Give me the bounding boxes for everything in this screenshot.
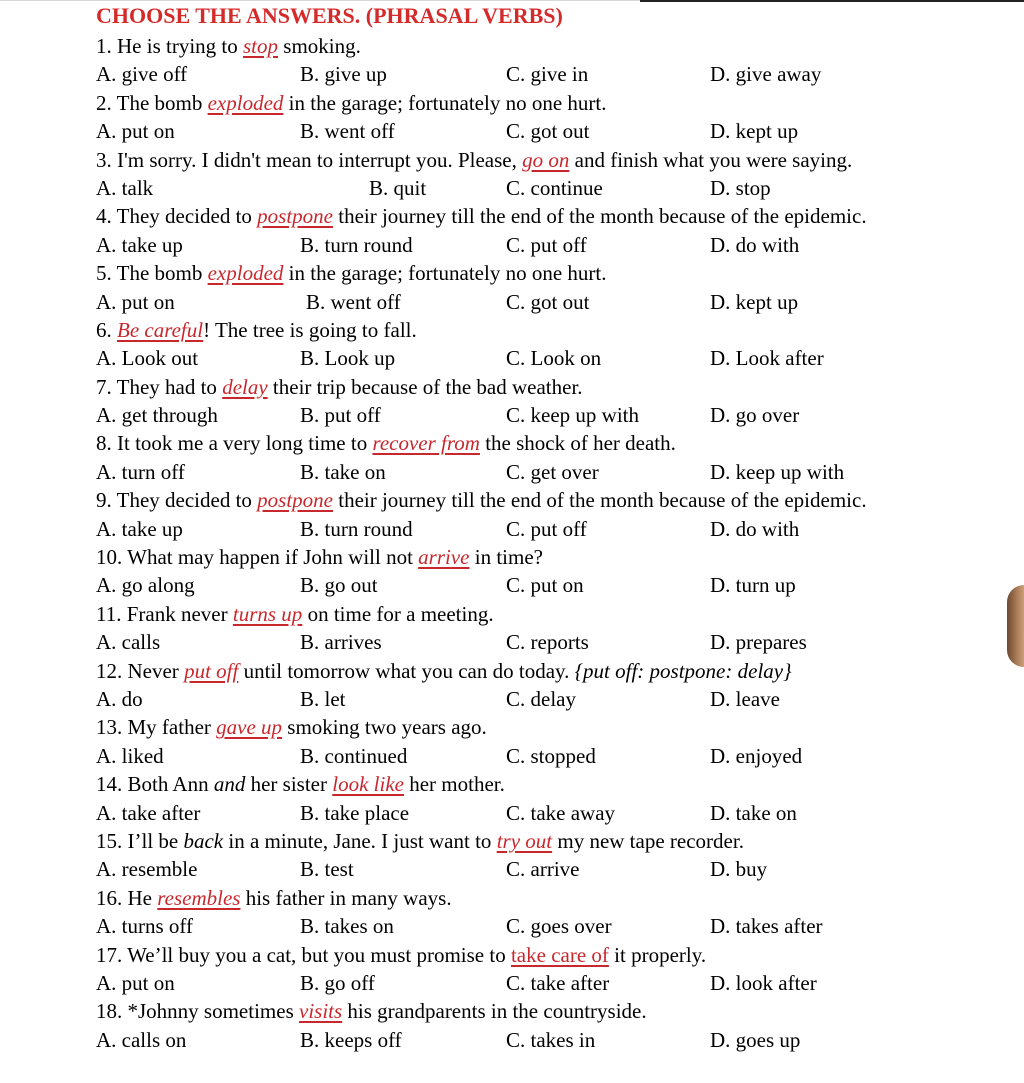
question-2 xyxy=(96,89,1016,117)
option-b: B. turn round xyxy=(300,516,413,541)
option-c: C. put off xyxy=(506,516,587,541)
options-row xyxy=(96,401,1016,429)
question-10 xyxy=(96,543,1016,571)
question-text: and finish what you were saying. xyxy=(569,147,853,172)
question-7 xyxy=(96,373,1016,401)
question-1 xyxy=(96,32,1016,60)
option-b: B. keeps off xyxy=(300,1027,402,1052)
option-a: A. calls on xyxy=(96,1027,187,1052)
question-14 xyxy=(96,770,1016,798)
option-a: A. resemble xyxy=(96,857,198,882)
question-text: I'm sorry. I didn't mean to interrupt you. Please, xyxy=(117,147,523,172)
question-number: 15. xyxy=(96,828,123,853)
underlined-keyword: try out xyxy=(496,828,553,853)
option-b: B. continued xyxy=(300,743,408,768)
option-a: A. take up xyxy=(96,232,183,257)
option-b: B. go out xyxy=(300,573,378,598)
question-list xyxy=(96,32,1016,1054)
question-number: 10. xyxy=(96,545,123,570)
page-title: CHOOSE THE ANSWERS. (PHRASAL VERBS) xyxy=(96,3,563,28)
underlined-keyword: exploded xyxy=(207,261,284,286)
option-c: C. continue xyxy=(506,175,603,200)
question-text: They decided to xyxy=(116,204,258,229)
option-d: D. takes after xyxy=(710,914,823,939)
options-row xyxy=(96,742,1016,770)
option-c: C. got out xyxy=(506,289,590,314)
question-text: They decided to xyxy=(116,488,258,513)
question-8 xyxy=(96,429,1016,457)
question-5 xyxy=(96,259,1016,287)
underlined-keyword: look like xyxy=(332,772,404,797)
italic-text: and xyxy=(213,772,246,797)
question-18 xyxy=(96,997,1016,1025)
option-a: A. calls xyxy=(96,630,161,655)
question-17 xyxy=(96,941,1016,969)
italic-text: {put off: postpone: delay} xyxy=(574,658,792,683)
question-text: her mother. xyxy=(403,772,505,797)
question-number: 14. xyxy=(96,772,123,797)
option-b: B. went off xyxy=(306,289,401,314)
option-a: A. put on xyxy=(96,119,175,144)
option-c: C. take after xyxy=(506,970,610,995)
cropped-photo-edge xyxy=(1007,585,1024,667)
option-c: C. give in xyxy=(506,62,589,87)
question-number: 11. xyxy=(96,601,122,626)
option-d: D. enjoyed xyxy=(710,743,803,768)
question-number: 18. xyxy=(96,999,123,1024)
question-text: in the garage; fortunately no one hurt. xyxy=(283,90,607,115)
option-d: D. do with xyxy=(710,232,800,257)
options-row xyxy=(96,60,1016,88)
question-text: his grandparents in the countryside. xyxy=(342,999,647,1024)
underlined-keyword: postpone xyxy=(257,204,333,229)
question-text: it properly. xyxy=(608,942,707,967)
underlined-keyword: put off xyxy=(184,658,239,683)
option-d: D. turn up xyxy=(710,573,796,598)
question-text: their trip because of the bad weather. xyxy=(267,374,583,399)
question-number: 7. xyxy=(96,374,112,399)
option-d: D. kept up xyxy=(710,289,799,314)
option-b: B. take place xyxy=(300,800,410,825)
question-number: 16. xyxy=(96,885,123,910)
question-4 xyxy=(96,202,1016,230)
question-16 xyxy=(96,884,1016,912)
underlined-keyword: Be careful xyxy=(117,317,204,342)
underlined-keyword: visits xyxy=(299,999,343,1024)
options-row xyxy=(96,458,1016,486)
question-text: on time for a meeting. xyxy=(302,601,494,626)
options-row xyxy=(96,515,1016,543)
option-d: D. look after xyxy=(710,970,817,995)
option-c: C. goes over xyxy=(506,914,612,939)
question-text: smoking two years ago. xyxy=(282,715,487,740)
option-b: B. let xyxy=(300,686,346,711)
question-text: Never xyxy=(127,658,185,683)
question-text: my new tape recorder. xyxy=(552,828,744,853)
option-c: C. takes in xyxy=(506,1027,596,1052)
underlined-keyword: turns up xyxy=(232,601,303,626)
underlined-keyword: postpone xyxy=(257,488,333,513)
underlined-keyword: resembles xyxy=(157,885,241,910)
option-c: C. put off xyxy=(506,232,587,257)
option-b: B. went off xyxy=(300,119,395,144)
question-text: He xyxy=(127,885,158,910)
option-c: C. take away xyxy=(506,800,616,825)
options-row xyxy=(96,912,1016,940)
underlined-keyword: stop xyxy=(243,34,279,58)
options-row xyxy=(96,1026,1016,1054)
question-number: 3. xyxy=(96,147,112,172)
option-c: C. put on xyxy=(506,573,584,598)
question-9 xyxy=(96,486,1016,514)
question-text: in a minute, Jane. I just want to xyxy=(223,828,497,853)
option-a: A. take after xyxy=(96,800,201,825)
options-row xyxy=(96,969,1016,997)
underlined-keyword: go on xyxy=(522,147,570,172)
option-b: B. arrives xyxy=(300,630,382,655)
question-12 xyxy=(96,657,1016,685)
option-d: D. buy xyxy=(710,857,768,882)
option-c: C. stopped xyxy=(506,743,596,768)
question-text: They had to xyxy=(116,374,223,399)
question-text: her sister xyxy=(245,772,333,797)
option-a: A. give off xyxy=(96,62,188,87)
question-3 xyxy=(96,146,1016,174)
question-text: until tomorrow what you can do today. xyxy=(238,658,575,683)
option-d: D. give away xyxy=(710,62,822,87)
options-row xyxy=(96,571,1016,599)
option-c: C. get over xyxy=(506,459,599,484)
question-number: 12. xyxy=(96,658,123,683)
options-row xyxy=(96,231,1016,259)
option-d: D. do with xyxy=(710,516,800,541)
italic-text: back xyxy=(183,828,224,853)
option-a: A. get through xyxy=(96,403,218,428)
question-text: Frank never xyxy=(126,601,233,626)
option-b: B. take on xyxy=(300,459,386,484)
option-c: C. got out xyxy=(506,119,590,144)
options-row xyxy=(96,628,1016,656)
question-13 xyxy=(96,713,1016,741)
options-row xyxy=(96,288,1016,316)
question-text: their journey till the end of the month because of the epidemic. xyxy=(332,204,867,229)
question-text: Both Ann xyxy=(127,772,214,797)
question-number: 13. xyxy=(96,715,123,740)
question-number: 17. xyxy=(96,942,123,967)
options-row xyxy=(96,799,1016,827)
option-d: D. take on xyxy=(710,800,797,825)
question-text: My father xyxy=(127,715,217,740)
question-15 xyxy=(96,827,1016,855)
option-d: D. keep up with xyxy=(710,459,845,484)
option-b: B. put off xyxy=(300,403,381,428)
option-c: C. keep up with xyxy=(506,403,639,428)
underlined-keyword: take care of xyxy=(510,942,609,967)
question-6 xyxy=(96,316,1016,344)
option-a: A. talk xyxy=(96,175,154,200)
options-row xyxy=(96,685,1016,713)
question-number: 2. xyxy=(96,90,112,115)
question-text: ! The tree is going to fall. xyxy=(203,317,417,342)
question-text: the shock of her death. xyxy=(479,431,676,456)
option-d: D. prepares xyxy=(710,630,807,655)
option-a: A. put on xyxy=(96,970,175,995)
option-b: B. quit xyxy=(369,175,427,200)
option-d: D. go over xyxy=(710,403,800,428)
option-a: A. turns off xyxy=(96,914,194,939)
question-number: 8. xyxy=(96,431,112,456)
question-11 xyxy=(96,600,1016,628)
option-b: B. give up xyxy=(300,62,387,87)
option-a: A. turn off xyxy=(96,459,185,484)
question-text: in time? xyxy=(469,545,543,570)
question-text: He is trying to xyxy=(117,34,243,58)
question-text: The bomb xyxy=(116,90,208,115)
option-b: B. test xyxy=(300,857,354,882)
option-d: D. goes up xyxy=(710,1027,801,1052)
option-d: D. Look after xyxy=(710,346,824,371)
question-text: smoking. xyxy=(278,34,361,58)
question-text: his father in many ways. xyxy=(240,885,452,910)
question-text: It took me a very long time to xyxy=(117,431,373,456)
option-d: D. kept up xyxy=(710,119,799,144)
option-d: D. leave xyxy=(710,686,780,711)
underlined-keyword: arrive xyxy=(418,545,470,570)
question-text: their journey till the end of the month because of the epidemic. xyxy=(332,488,867,513)
question-text: in the garage; fortunately no one hurt. xyxy=(283,261,607,286)
option-a: A. Look out xyxy=(96,346,199,371)
underlined-keyword: recover from xyxy=(372,431,480,456)
option-b: B. turn round xyxy=(300,232,413,257)
question-number: 5. xyxy=(96,261,112,286)
question-text: *Johnny sometimes xyxy=(127,999,299,1024)
question-text: We’ll buy you a cat, but you must promise to xyxy=(127,942,511,967)
underlined-keyword: delay xyxy=(222,374,268,399)
question-number: 6. xyxy=(96,317,112,342)
option-b: B. takes on xyxy=(300,914,394,939)
option-a: A. liked xyxy=(96,743,164,768)
option-c: C. reports xyxy=(506,630,589,655)
option-a: A. do xyxy=(96,686,143,711)
options-row xyxy=(96,855,1016,883)
question-text: The bomb xyxy=(116,261,208,286)
question-text: I’ll be xyxy=(127,828,184,853)
option-c: C. delay xyxy=(506,686,576,711)
option-a: A. take up xyxy=(96,516,183,541)
question-number: 9. xyxy=(96,488,112,513)
question-number: 1. xyxy=(96,34,112,58)
options-row xyxy=(96,174,1016,202)
option-a: A. put on xyxy=(96,289,175,314)
option-d: D. stop xyxy=(710,175,771,200)
options-row xyxy=(96,344,1016,372)
question-text: What may happen if John will not xyxy=(127,545,419,570)
underlined-keyword: gave up xyxy=(216,715,283,740)
underlined-keyword: exploded xyxy=(207,90,284,115)
option-b: B. go off xyxy=(300,970,375,995)
options-row xyxy=(96,117,1016,145)
question-number: 4. xyxy=(96,204,112,229)
option-b: B. Look up xyxy=(300,346,396,371)
top-border-dark xyxy=(640,0,1024,2)
option-a: A. go along xyxy=(96,573,195,598)
option-c: C. arrive xyxy=(506,857,580,882)
option-c: C. Look on xyxy=(506,346,602,371)
